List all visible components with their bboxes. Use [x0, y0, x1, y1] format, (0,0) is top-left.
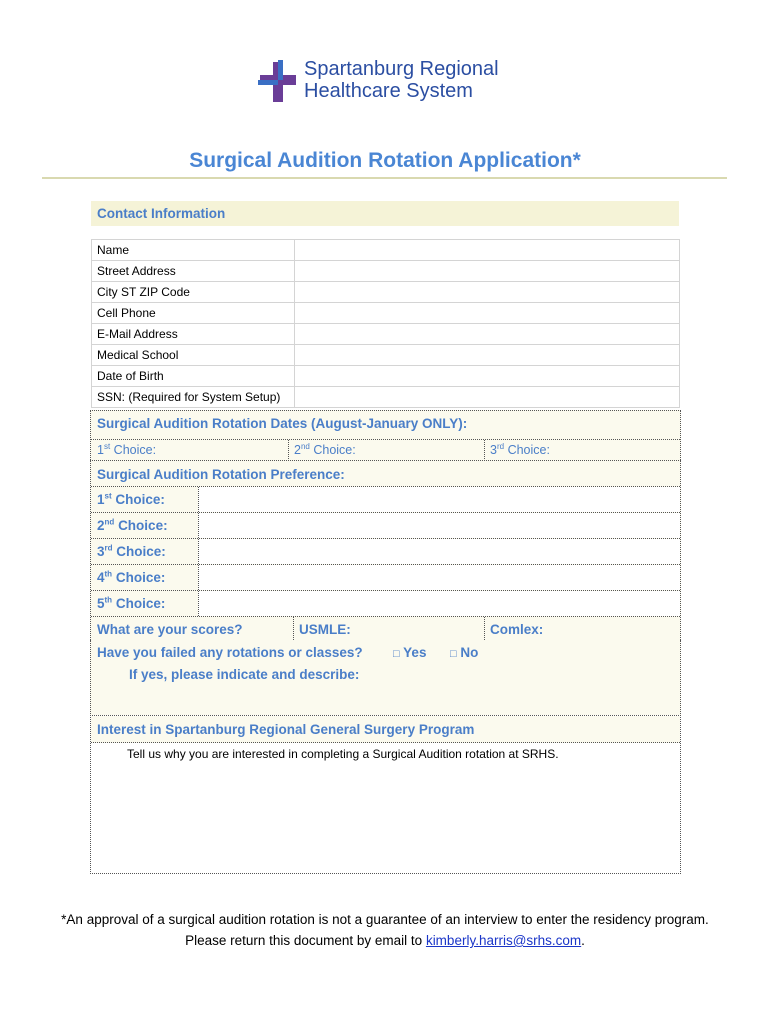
rotation-preference-header: Surgical Audition Rotation Preference:	[97, 467, 345, 482]
rotation-dates-row	[91, 439, 680, 461]
comlex-field[interactable]: Comlex:	[490, 622, 544, 637]
failed-rotations-section	[90, 640, 681, 716]
table-row	[92, 282, 680, 303]
table-row	[92, 324, 680, 345]
preference-5-field[interactable]	[198, 591, 680, 616]
logo-line-1: Spartanburg Regional	[304, 58, 499, 80]
city-state-zip-field[interactable]	[295, 282, 680, 303]
preference-label: 2nd Choice:	[97, 517, 168, 533]
preference-label: 1st Choice:	[97, 491, 165, 507]
disclaimer-text: *An approval of a surgical audition rotation is not a guarantee of an interview to enter the residency program.	[61, 912, 709, 927]
interest-text-area[interactable]	[91, 766, 680, 873]
failed-question: Have you failed any rotations or classes?	[97, 645, 363, 660]
table-row	[92, 261, 680, 282]
interest-section	[90, 715, 681, 874]
interest-header-band	[91, 716, 680, 743]
field-label: E-Mail Address	[92, 324, 295, 345]
field-label: SSN: (Required for System Setup)	[92, 387, 295, 408]
preference-row-1	[91, 486, 680, 512]
preference-2-field[interactable]	[198, 513, 680, 538]
email-link[interactable]: kimberly.harris@srhs.com	[425, 933, 582, 948]
table-row	[92, 345, 680, 366]
scores-row	[91, 616, 680, 642]
date-of-birth-field[interactable]	[295, 366, 680, 387]
preference-label: 5th Choice:	[97, 595, 166, 611]
preference-label: 4th Choice:	[97, 569, 166, 585]
logo-line-2: Healthcare System	[304, 80, 473, 102]
field-label: Street Address	[92, 261, 295, 282]
medical-school-field[interactable]	[295, 345, 680, 366]
rotation-dates-section	[90, 410, 681, 462]
email-field[interactable]	[295, 324, 680, 345]
interest-prompt: Tell us why you are interested in completing a Surgical Audition rotation at SRHS.	[127, 747, 559, 761]
table-row	[92, 366, 680, 387]
cell-phone-field[interactable]	[295, 303, 680, 324]
yes-checkbox[interactable]: □ Yes	[393, 645, 427, 660]
scores-question: What are your scores?	[97, 622, 243, 637]
street-address-field[interactable]	[295, 261, 680, 282]
preference-row-4	[91, 564, 680, 590]
ssn-field[interactable]	[295, 387, 680, 408]
date-choice-2[interactable]: 2nd Choice:	[294, 441, 356, 457]
no-checkbox[interactable]: □ No	[450, 645, 479, 660]
preference-4-field[interactable]	[198, 565, 680, 590]
preference-3-field[interactable]	[198, 539, 680, 564]
preference-label: 3rd Choice:	[97, 543, 166, 559]
contact-section-header: Contact Information	[91, 201, 679, 226]
failed-describe-field[interactable]: If yes, please indicate and describe:	[129, 667, 360, 682]
cross-logo-icon	[258, 60, 298, 104]
field-label: Medical School	[92, 345, 295, 366]
date-choice-3[interactable]: 3rd Choice:	[490, 441, 550, 457]
checkbox-icon: □	[393, 648, 400, 660]
page-title: Surgical Audition Rotation Application*	[189, 149, 581, 172]
preference-row-3	[91, 538, 680, 564]
rotation-dates-header: Surgical Audition Rotation Dates (August-January ONLY):	[97, 416, 468, 431]
interest-header: Interest in Spartanburg Regional General Surgery Program	[97, 722, 475, 737]
title-divider	[42, 177, 727, 179]
logo	[258, 58, 518, 106]
field-label: City ST ZIP Code	[92, 282, 295, 303]
preference-1-field[interactable]	[198, 487, 680, 512]
rotation-preference-section	[90, 460, 681, 642]
table-row	[92, 303, 680, 324]
field-label: Name	[92, 240, 295, 261]
preference-row-5	[91, 590, 680, 616]
checkbox-icon: □	[450, 648, 457, 660]
contact-table	[91, 239, 680, 408]
date-choice-1[interactable]: 1st Choice:	[97, 441, 157, 457]
logo-text	[304, 58, 499, 102]
table-row	[92, 387, 680, 408]
field-label: Date of Birth	[92, 366, 295, 387]
name-field[interactable]	[295, 240, 680, 261]
table-row	[92, 240, 680, 261]
preference-row-2	[91, 512, 680, 538]
footnote	[0, 909, 770, 951]
return-instructions: Please return this document by email to kimberly.harris@srhs.com.	[185, 933, 585, 948]
usmle-field[interactable]: USMLE:	[299, 622, 351, 637]
field-label: Cell Phone	[92, 303, 295, 324]
